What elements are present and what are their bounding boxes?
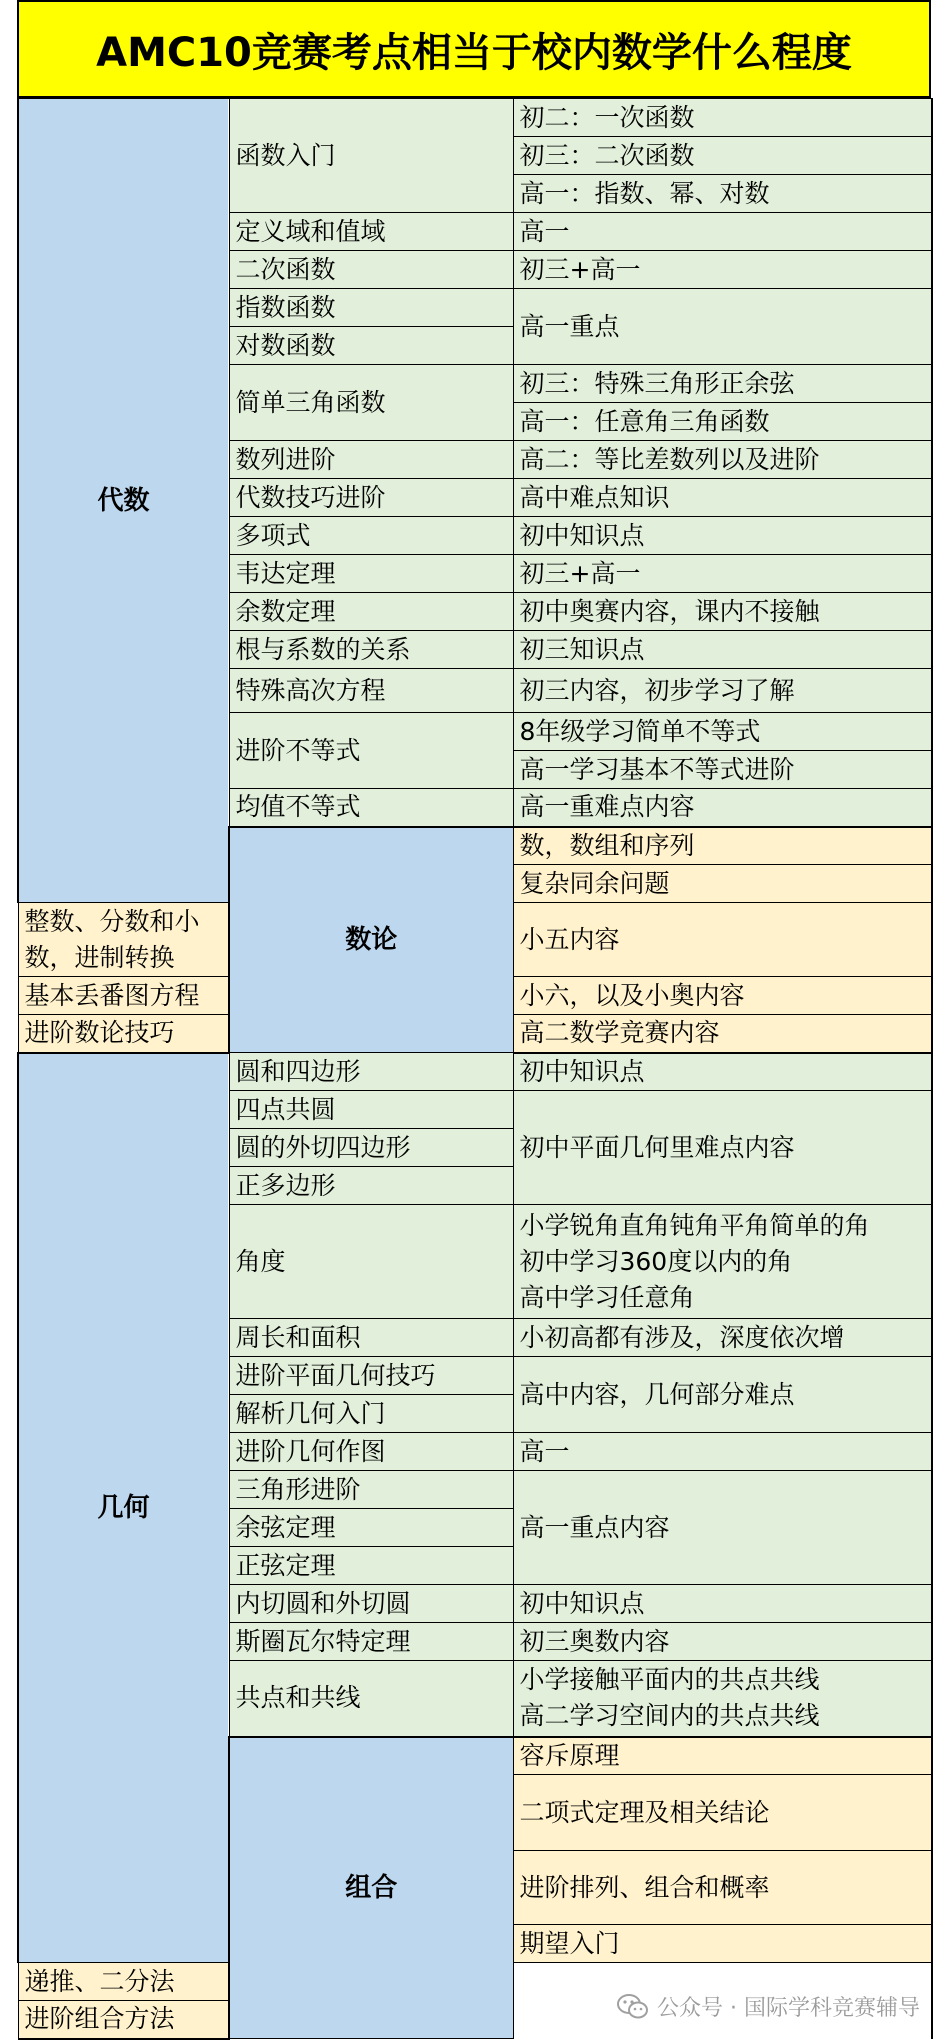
topic-cell: 正多边形 <box>229 1167 513 1205</box>
description-cell: 初三+高一 <box>513 555 932 593</box>
topic-cell: 共点和共线 <box>229 1661 513 1737</box>
topic-cell: 二次函数 <box>229 251 513 289</box>
topic-cell: 整数、分数和小数，进制转换 <box>18 903 229 977</box>
topic-cell: 容斥原理 <box>513 1737 932 1775</box>
topic-cell: 内切圆和外切圆 <box>229 1585 513 1623</box>
topic-cell: 根与系数的关系 <box>229 631 513 669</box>
category-cell: 几何 <box>18 1053 229 1963</box>
topic-cell: 函数入门 <box>229 99 513 213</box>
table-row <box>18 1053 932 1091</box>
table-row <box>18 99 932 137</box>
description-cell: 小学锐角直角钝角平角简单的角 初中学习360度以内的角 高中学习任意角 <box>513 1205 932 1319</box>
description-cell: 初中知识点 <box>513 1585 932 1623</box>
topic-cell: 数，数组和序列 <box>513 827 932 865</box>
topic-cell: 指数函数 <box>229 289 513 327</box>
topic-cell: 多项式 <box>229 517 513 555</box>
page-title: AMC10竞赛考点相当于校内数学什么程度 <box>17 0 931 98</box>
topic-cell: 周长和面积 <box>229 1319 513 1357</box>
topic-cell: 进阶平面几何技巧 <box>229 1357 513 1395</box>
description-cell: 初中奥赛内容，课内不接触 <box>513 593 932 631</box>
topic-cell: 圆和四边形 <box>229 1053 513 1091</box>
topic-cell: 韦达定理 <box>229 555 513 593</box>
description-cell: 高一学习基本不等式进阶 <box>513 751 932 789</box>
topic-cell: 递推、二分法 <box>18 1963 229 2001</box>
description-cell: 高二：等比差数列以及进阶 <box>513 441 932 479</box>
description-cell: 高一 <box>513 213 932 251</box>
description-cell: 初中知识点 <box>513 1053 932 1091</box>
description-cell: 高一重点 <box>513 289 932 365</box>
topic-cell: 复杂同余问题 <box>513 865 932 903</box>
topic-cell: 三角形进阶 <box>229 1471 513 1509</box>
topic-cell: 四点共圆 <box>229 1091 513 1129</box>
topic-cell: 均值不等式 <box>229 789 513 827</box>
curriculum-table <box>17 98 933 2040</box>
description-cell: 初中平面几何里难点内容 <box>513 1091 932 1205</box>
topic-cell: 圆的外切四边形 <box>229 1129 513 1167</box>
topic-cell: 斯圈瓦尔特定理 <box>229 1623 513 1661</box>
topic-cell: 对数函数 <box>229 327 513 365</box>
topic-cell: 正弦定理 <box>229 1547 513 1585</box>
topic-cell: 进阶几何作图 <box>229 1433 513 1471</box>
description-cell: 高二数学竞赛内容 <box>513 1015 932 1053</box>
category-cell: 数论 <box>229 827 513 1053</box>
topic-cell: 代数技巧进阶 <box>229 479 513 517</box>
description-cell: 初三知识点 <box>513 631 932 669</box>
description-cell: 初三：二次函数 <box>513 137 932 175</box>
description-cell: 初三：特殊三角形正余弦 <box>513 365 932 403</box>
topic-cell: 进阶排列、组合和概率 <box>513 1851 932 1925</box>
description-cell: 小六，以及小奥内容 <box>513 977 932 1015</box>
description-cell: 高一重难点内容 <box>513 789 932 827</box>
description-cell: 初三奥数内容 <box>513 1623 932 1661</box>
description-cell: 高一重点内容 <box>513 1471 932 1585</box>
topic-cell: 定义域和值域 <box>229 213 513 251</box>
topic-cell: 基本丢番图方程 <box>18 977 229 1015</box>
topic-cell: 余弦定理 <box>229 1509 513 1547</box>
description-cell: 小初高都有涉及，深度依次增 <box>513 1319 932 1357</box>
category-cell: 代数 <box>18 99 229 903</box>
description-cell: 初中知识点 <box>513 517 932 555</box>
description-cell: 初二：一次函数 <box>513 99 932 137</box>
wechat-icon <box>617 1993 649 2021</box>
topic-cell: 进阶组合方法 <box>18 2001 229 2039</box>
topic-cell: 进阶数论技巧 <box>18 1015 229 1053</box>
description-cell: 初三内容，初步学习了解 <box>513 669 932 713</box>
topic-cell: 二项式定理及相关结论 <box>513 1775 932 1851</box>
topic-cell: 余数定理 <box>229 593 513 631</box>
description-cell: 8年级学习简单不等式 <box>513 713 932 751</box>
description-cell: 高中难点知识 <box>513 479 932 517</box>
topic-cell: 数列进阶 <box>229 441 513 479</box>
topic-cell: 特殊高次方程 <box>229 669 513 713</box>
topic-cell: 角度 <box>229 1205 513 1319</box>
description-cell: 高一：指数、幂、对数 <box>513 175 932 213</box>
topic-cell: 期望入门 <box>513 1925 932 1963</box>
topic-cell: 解析几何入门 <box>229 1395 513 1433</box>
watermark-text: 公众号 · 国际学科竞赛辅导 <box>657 1996 920 2021</box>
curriculum-table-body <box>18 99 932 2039</box>
description-cell: 小学接触平面内的共点共线 高二学习空间内的共点共线 <box>513 1661 932 1737</box>
description-cell: 高一 <box>513 1433 932 1471</box>
description-cell: 小五内容 <box>513 903 932 977</box>
topic-cell: 进阶不等式 <box>229 713 513 789</box>
topic-cell: 简单三角函数 <box>229 365 513 441</box>
category-cell: 组合 <box>229 1737 513 2039</box>
description-cell: 高中内容，几何部分难点 <box>513 1357 932 1433</box>
description-cell: 初三+高一 <box>513 251 932 289</box>
description-cell: 高一：任意角三角函数 <box>513 403 932 441</box>
watermark <box>617 1991 920 2022</box>
